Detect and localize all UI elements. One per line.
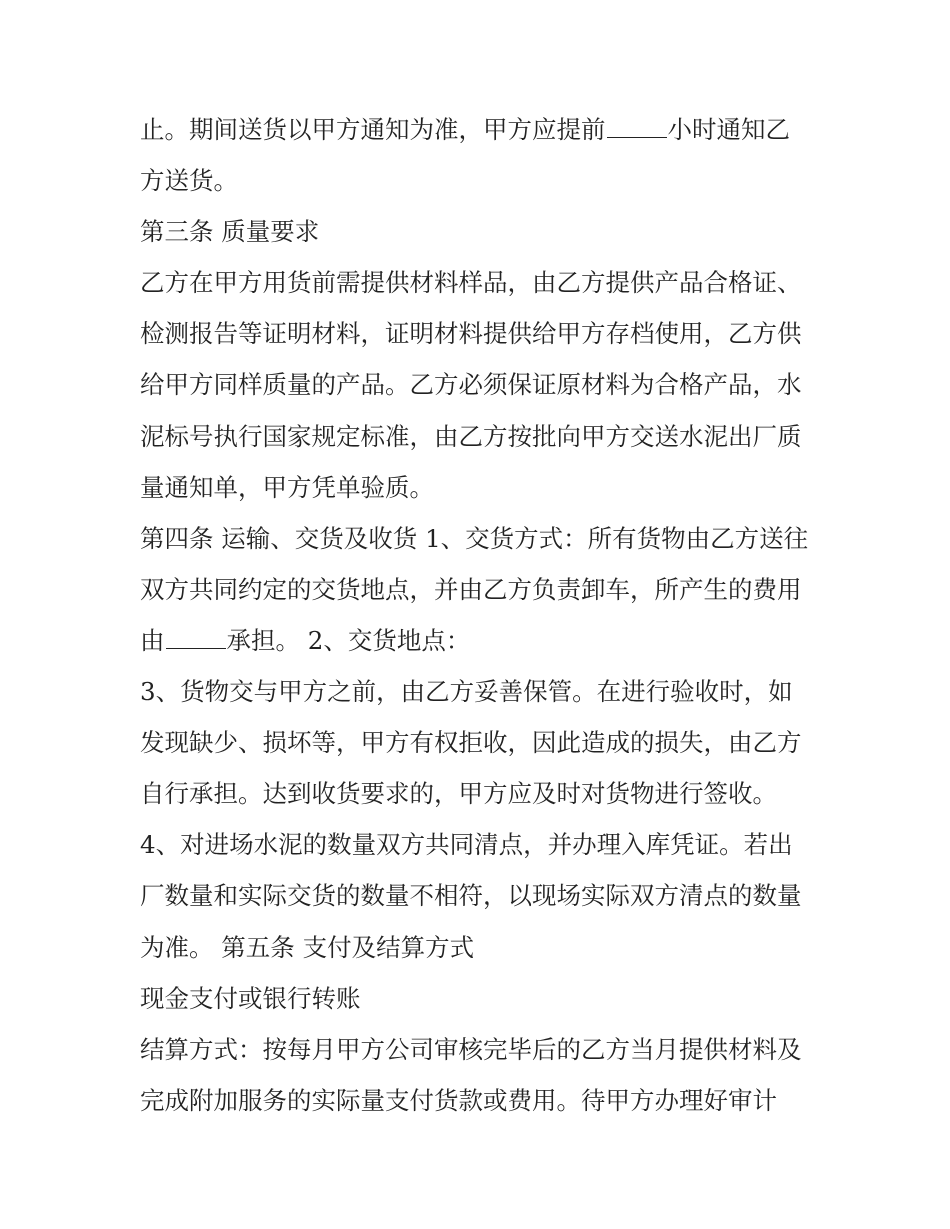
- text-line: 厂数量和实际交货的数量不相符，以现场实际双方清点的数量: [140, 881, 802, 911]
- text-line: [140, 615, 830, 666]
- text-line: 方送货。: [140, 166, 238, 196]
- text-segment: 小时通知乙: [667, 115, 790, 144]
- text-line: 4、对进场水泥的数量双方共同清点，并办理入库凭证。若出: [140, 830, 793, 860]
- text-line: 3、货物交与甲方之前，由乙方妥善保管。在进行验收时，如: [140, 677, 793, 707]
- text-line: 完成附加服务的实际量支付货款或费用。待甲方办理好审计: [140, 1085, 777, 1115]
- text-line: 现金支付或银行转账: [140, 983, 361, 1013]
- text-line: 发现缺少、损坏等，甲方有权拒收，因此造成的损失，由乙方: [140, 728, 802, 758]
- section-heading: 为准。 第五条 支付及结算方式: [140, 932, 475, 962]
- text-line: 给甲方同样质量的产品。乙方必须保证原材料为合格产品，水: [140, 370, 802, 400]
- text-line: 检测报告等证明材料，证明材料提供给甲方存档使用，乙方供: [140, 319, 802, 349]
- text-segment: 止。期间送货以甲方通知为准，甲方应提前: [140, 115, 606, 144]
- text-line: [140, 104, 830, 155]
- text-line: 结算方式：按每月甲方公司审核完毕后的乙方当月提供材料及: [140, 1034, 802, 1064]
- fill-in-blank: [607, 115, 667, 138]
- text-line: 泥标号执行国家规定标准，由乙方按批向甲方交送水泥出厂质: [140, 421, 802, 451]
- text-line: 自行承担。达到收货要求的，甲方应及时对货物进行签收。: [140, 779, 777, 809]
- document-body: [140, 104, 830, 1126]
- text-line: 量通知单，甲方凭单验质。: [140, 472, 434, 502]
- fill-in-blank: [166, 626, 226, 649]
- text-line: 双方共同约定的交货地点，并由乙方负责卸车，所产生的费用: [140, 574, 802, 604]
- section-heading: 第四条 运输、交货及收货 1、交货方式：所有货物由乙方送往: [140, 523, 809, 553]
- text-line: 乙方在甲方用货前需提供材料样品，由乙方提供产品合格证、: [140, 268, 802, 298]
- text-segment: 由: [140, 625, 165, 655]
- text-segment: 承担。 2、交货地点：: [226, 625, 471, 655]
- section-heading: 第三条 质量要求: [140, 217, 320, 247]
